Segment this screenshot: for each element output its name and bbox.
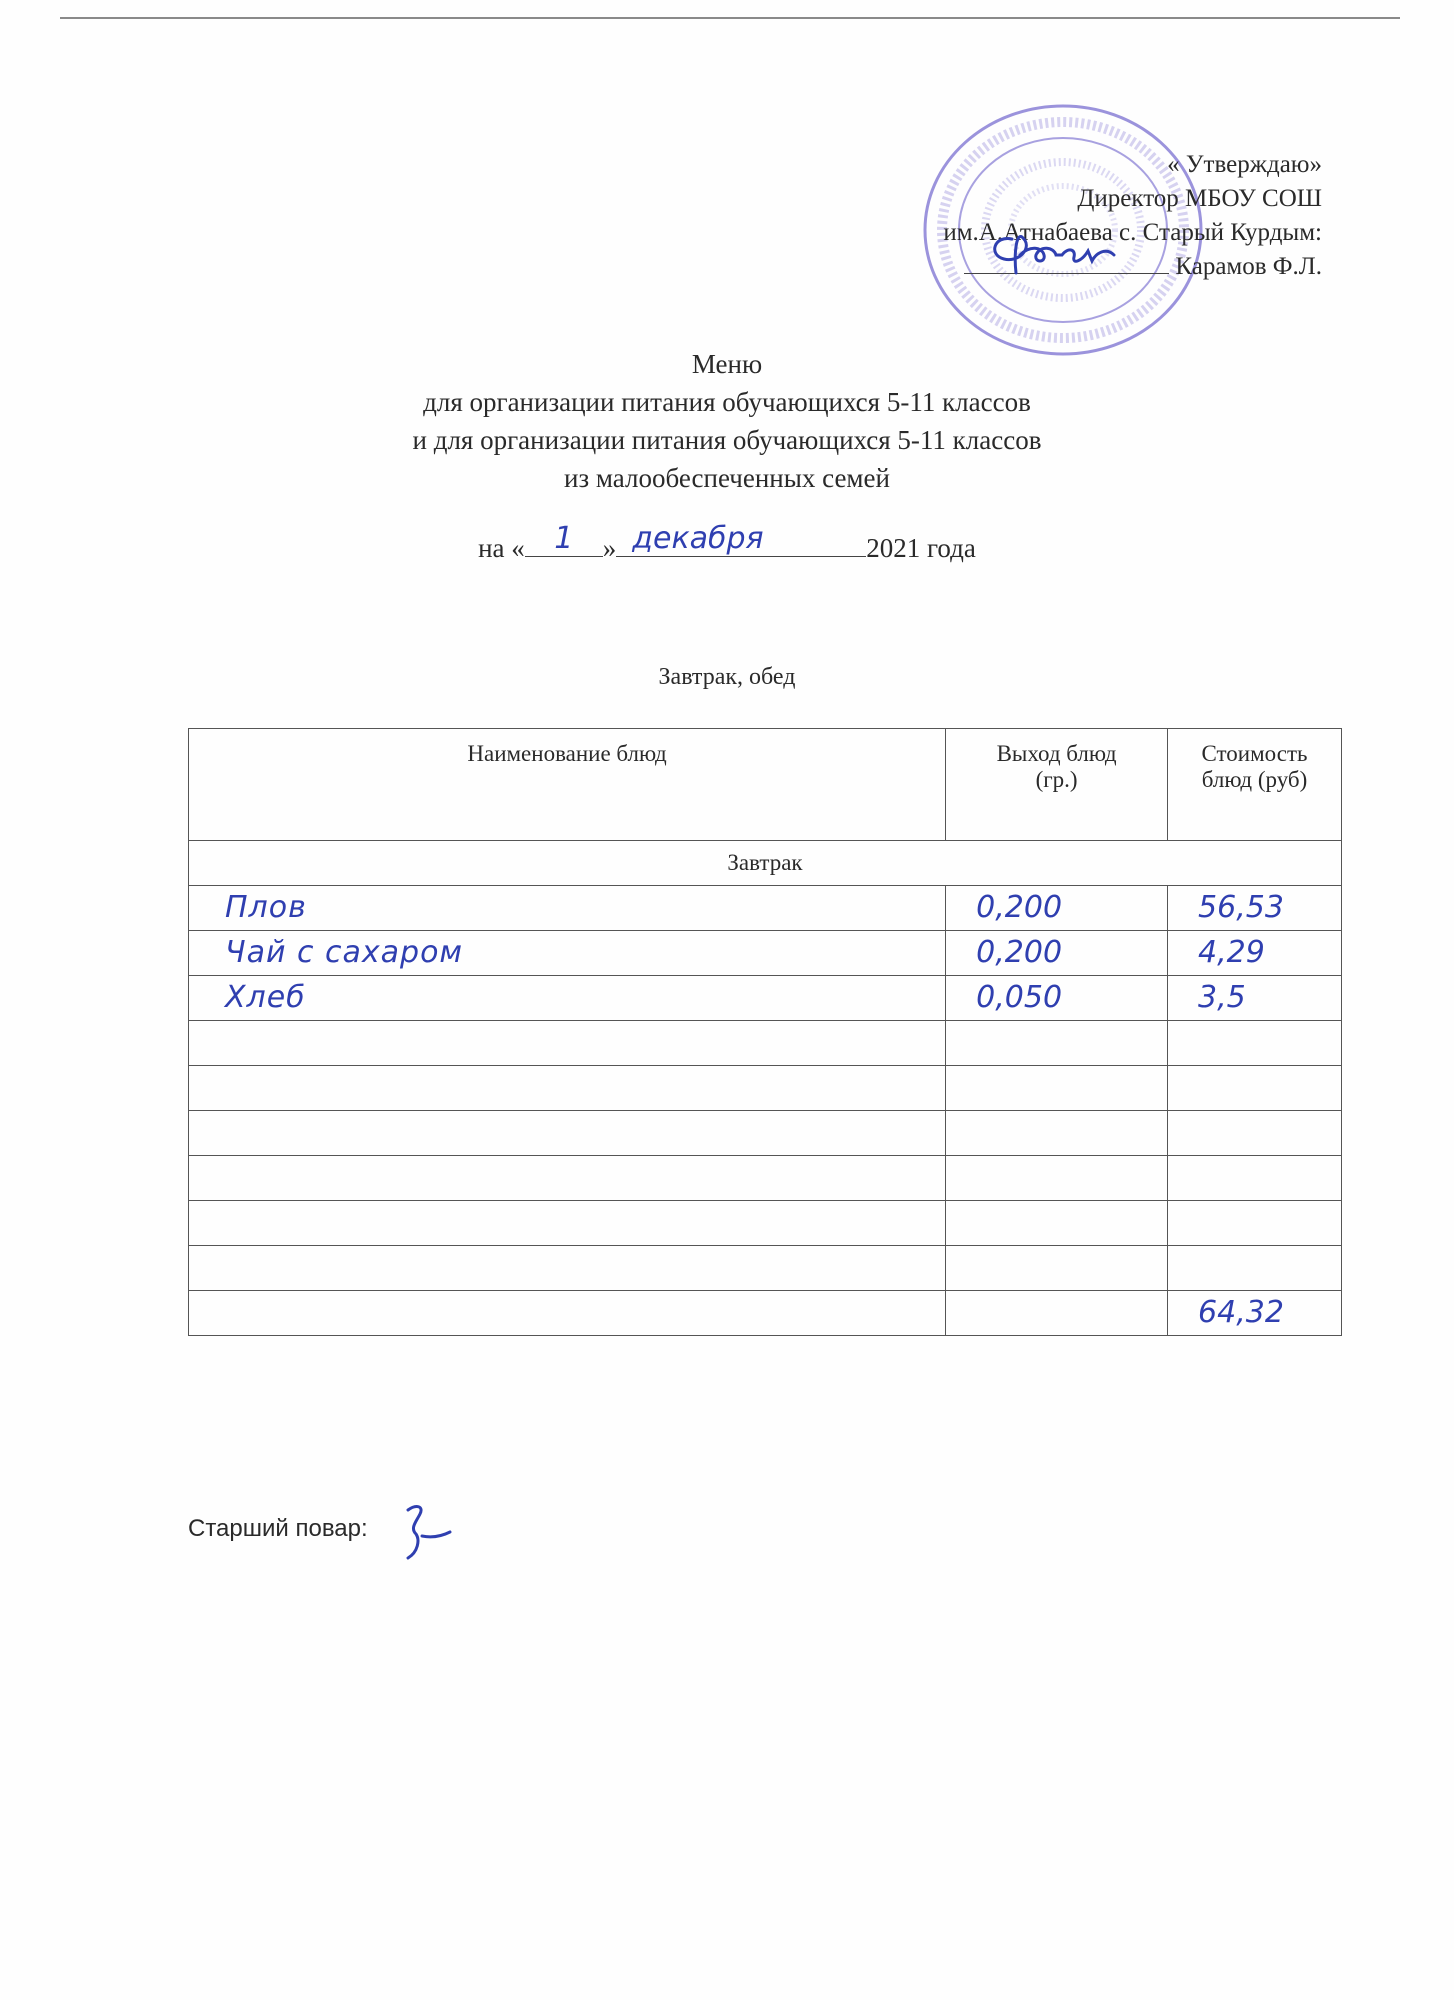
title-line-3: и для организации питания обучающихся 5-11 классов — [412, 425, 1042, 455]
output-cell — [946, 1021, 1168, 1066]
table-header-row — [189, 729, 1342, 841]
title-line-1: Меню — [691, 349, 763, 379]
cost-cell-value: 56,53 — [1198, 890, 1284, 925]
approval-school: им.А.Атнабаева с. Старый Курдым: — [943, 219, 1322, 246]
output-cell — [946, 1111, 1168, 1156]
table-row — [189, 1111, 1342, 1156]
output-cell-value: 0,050 — [976, 980, 1063, 1015]
output-cell — [946, 976, 1168, 1021]
date-prefix: на « — [478, 533, 525, 563]
section-breakfast: Завтрак — [189, 841, 1342, 886]
table-row — [189, 1291, 1342, 1336]
approval-signature-line — [943, 250, 1322, 284]
cook-signature-icon — [398, 1496, 468, 1566]
approval-block — [943, 148, 1322, 284]
dish-name-cell — [189, 1246, 946, 1291]
dish-name-cell — [189, 931, 946, 976]
title-line-4: из малообеспеченных семей — [564, 463, 890, 493]
header-dish-name: Наименование блюд — [189, 729, 946, 841]
table-row — [189, 931, 1342, 976]
menu-table — [188, 728, 1342, 1336]
dish-name-cell — [189, 1111, 946, 1156]
title-line-2: для организации питания обучающихся 5-11 классов — [423, 387, 1031, 417]
cost-cell — [1168, 931, 1342, 976]
dish-name-cell — [189, 1201, 946, 1246]
table-row — [189, 1201, 1342, 1246]
cost-cell — [1168, 1246, 1342, 1291]
cook-label: Старший повар: — [188, 1515, 368, 1542]
approval-position: Директор МБОУ СОШ — [1077, 185, 1322, 212]
date-day: 1 — [554, 521, 574, 556]
table-row — [189, 1246, 1342, 1291]
cost-cell — [1168, 1291, 1342, 1336]
output-cell — [946, 1291, 1168, 1336]
header-cost: Стоимость блюд (руб) — [1168, 729, 1342, 841]
cost-cell — [1168, 1201, 1342, 1246]
table-row — [189, 1066, 1342, 1111]
dish-name-cell — [189, 886, 946, 931]
output-cell-value: 0,200 — [976, 890, 1063, 925]
date-line — [0, 521, 1454, 564]
cost-cell — [1168, 1111, 1342, 1156]
dish-name-cell-value: Хлеб — [225, 980, 306, 1015]
dish-name-cell-value: Чай с сахаром — [225, 935, 464, 970]
dish-name-cell — [189, 1291, 946, 1336]
cost-cell — [1168, 1066, 1342, 1111]
cost-cell-value: 4,29 — [1198, 935, 1265, 970]
date-month-blank — [616, 521, 866, 557]
meal-title: Завтрак, обед — [658, 664, 796, 690]
output-cell — [946, 1066, 1168, 1111]
document-title — [0, 345, 1454, 497]
header-output: Выход блюд (гр.) — [946, 729, 1168, 841]
approval-heading: « Утверждаю» — [1167, 151, 1322, 178]
output-cell — [946, 1201, 1168, 1246]
director-name: Карамов Ф.Л. — [1175, 253, 1322, 280]
dish-name-cell — [189, 1066, 946, 1111]
director-signature-blank — [964, 251, 1169, 274]
table-row — [189, 1021, 1342, 1066]
output-cell — [946, 931, 1168, 976]
table-row — [189, 976, 1342, 1021]
date-month: декабря — [632, 521, 764, 556]
table-row — [189, 1156, 1342, 1201]
output-cell-value: 0,200 — [976, 935, 1063, 970]
date-day-blank — [525, 521, 603, 557]
cost-cell-value: 3,5 — [1198, 980, 1246, 1015]
dish-name-cell — [189, 1021, 946, 1066]
cost-cell — [1168, 1021, 1342, 1066]
cost-cell — [1168, 1156, 1342, 1201]
output-cell — [946, 886, 1168, 931]
dish-name-cell — [189, 976, 946, 1021]
dish-name-cell — [189, 1156, 946, 1201]
cost-cell — [1168, 886, 1342, 931]
cost-cell — [1168, 976, 1342, 1021]
top-rule — [60, 17, 1400, 19]
output-cell — [946, 1156, 1168, 1201]
dish-name-cell-value: Плов — [225, 890, 307, 925]
date-mid: » — [602, 533, 617, 563]
date-suffix: 2021 года — [866, 533, 976, 563]
section-row — [189, 841, 1342, 886]
cost-cell-value: 64,32 — [1198, 1295, 1284, 1330]
table-row — [189, 886, 1342, 931]
output-cell — [946, 1246, 1168, 1291]
director-signature-icon — [964, 225, 1169, 281]
